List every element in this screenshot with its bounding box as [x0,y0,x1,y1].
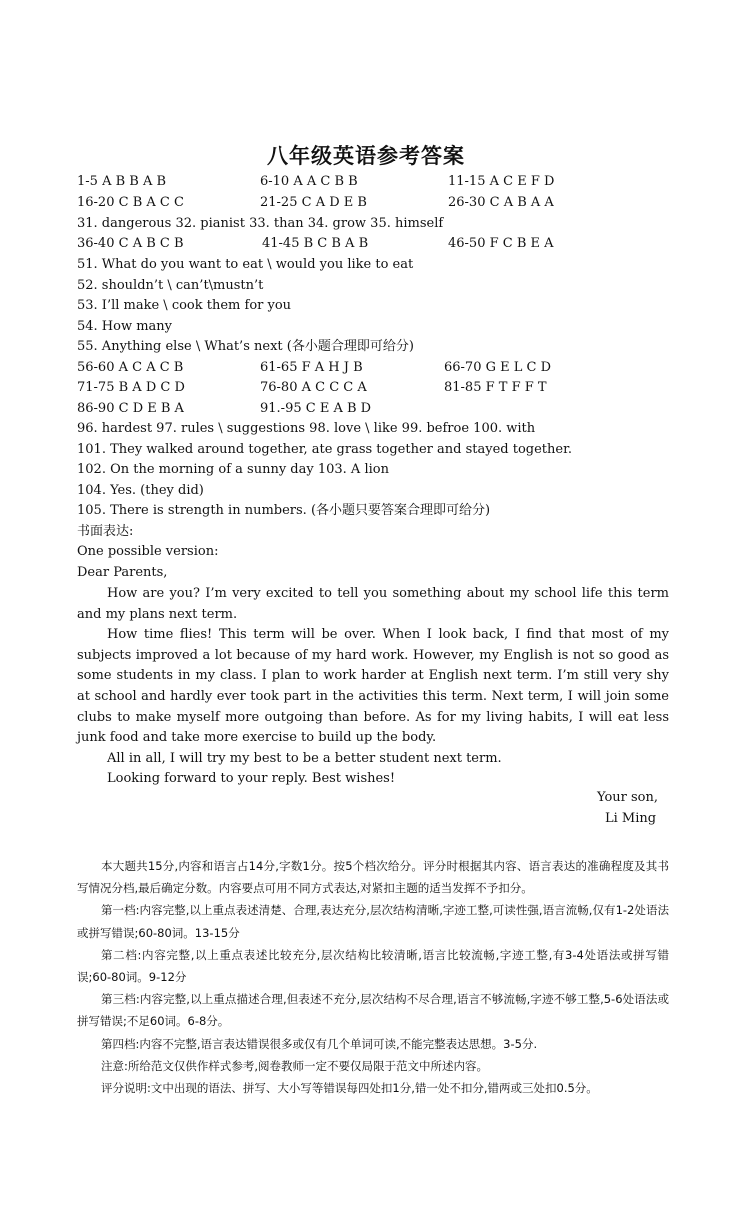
rubric-grade-1: 第一档:内容完整,以上重点表述清楚、合理,表达充分,层次结构清晰,字迹工整,可读性强,语言流畅,仅有1-2处语法或拼写错误;60-80词。13-15分 [77,903,669,940]
answer-group: 16-20 C B A C C [77,195,184,210]
rubric-note: 注意:所给范文仅供作样式参考,阅卷教师一定不要仅局限于范文中所述内容。 [101,1058,489,1073]
answer-group: 86-90 C D E B A [77,401,184,416]
answer-group: 11-15 A C E F D [448,174,555,189]
answer-group: 21-25 C A D E B [260,195,367,210]
answer-101: 101. They walked around together, ate grass together and stayed together. [77,442,573,457]
rubric-grade-4: 第四档:内容不完整,语言表达错误很多或仅有几个单词可读,不能完整表达思想。3-5分. [101,1036,538,1051]
answer-group: 26-30 C A B A A [448,195,554,210]
rubric-grade-2: 第二档:内容完整,以上重点表述比较充分,层次结构比较清晰,语言比较流畅,字迹工整,有3-4处语法或拼写错误;60-80词。9-12分 [77,947,669,985]
rubric-grade-3: 第三档:内容完整,以上重点描述合理,但表述不充分,层次结构不尽合理,语言不够流畅,字迹不够工整,5-6处语法或拼写错误;不足60词。6-8分。 [77,992,669,1029]
letter-paragraph: How time flies! This term will be over. When I look back, I find that most of my subjects improved a lot because of my hard work. However, my English is not so good as some students in my class. I plan to work harder at English next term. I’m still very shy at school and hardly ever took part in the activities this term. Next term, I will join some clubs to make myself more outgoing than before. As for my living habits, I will eat less junk food and take more exercise to build up the body. [77,627,669,746]
rubric-scoring: 评分说明:文中出现的语法、拼写、大小写等错误每四处扣1分,错一处不扣分,错两或三处扣0.5分。 [101,1081,598,1096]
answer-51: 51. What do you want to eat \ would you like to eat [77,257,414,272]
letter-paragraph: How are you? I’m very excited to tell you something about my school life this term and my plans next term. [77,586,669,622]
answer-104: 104. Yes. (they did) [77,483,204,498]
answer-53: 53. I’ll make \ cook them for you [77,298,292,313]
answer-group: 6-10 A A C B B [260,174,358,189]
answer-group: 81-85 F T F F T [444,380,547,395]
answer-group: 56-60 A C A C B [77,360,184,375]
letter-paragraph: All in all, I will try my best to be a better student next term. [107,750,502,766]
letter-salutation: Dear Parents, [77,565,168,580]
rubric-intro: 本大题共15分,内容和语言占14分,字数1分。按5个档次给分。评分时根据其内容、语言表达的准确程度及其书写情况分档,最后确定分数。内容要点可用不同方式表达,对紧扣主题的适当发挥不予扣分。 [77,859,669,896]
answer-row-3: 31. dangerous 32. pianist 33. than 34. grow 35. himself [77,216,444,231]
answer-group: 71-75 B A D C D [77,380,185,395]
sample-letter-body [77,584,669,790]
answer-102-103: 102. On the morning of a sunny day 103. A lion [77,462,389,477]
letter-closing: Your son, [597,790,659,805]
answer-55: 55. Anything else \ What’s next (各小题合理即可给分) [77,339,414,354]
answer-group: 61-65 F A H J B [260,360,363,375]
answer-group: 36-40 C A B C B [77,236,184,251]
answer-group: 1-5 A B B A B [77,174,167,189]
answer-group: 41-45 B C B A B [262,236,369,251]
letter-paragraph: Looking forward to your reply. Best wishes! [107,771,396,787]
writing-version-label: One possible version: [77,544,219,559]
answer-105: 105. There is strength in numbers. (各小题只要答案合理即可给分) [77,503,491,518]
page-title: 八年级英语参考答案 [267,144,465,168]
answer-52: 52. shouldn’t \ can’t\mustn’t [77,278,264,293]
answer-54: 54. How many [77,319,173,334]
scoring-rubric [77,855,669,1099]
answer-96-100: 96. hardest 97. rules \ suggestions 98. love \ like 99. befroe 100. with [77,421,536,436]
answer-group: 76-80 A C C C A [260,380,367,395]
answer-group: 46-50 F C B E A [448,236,554,251]
writing-heading: 书面表达: [77,524,134,539]
answer-group: 91.-95 C E A B D [260,401,372,416]
answer-group: 66-70 G E L C D [444,360,552,375]
letter-signature: Li Ming [605,811,657,826]
